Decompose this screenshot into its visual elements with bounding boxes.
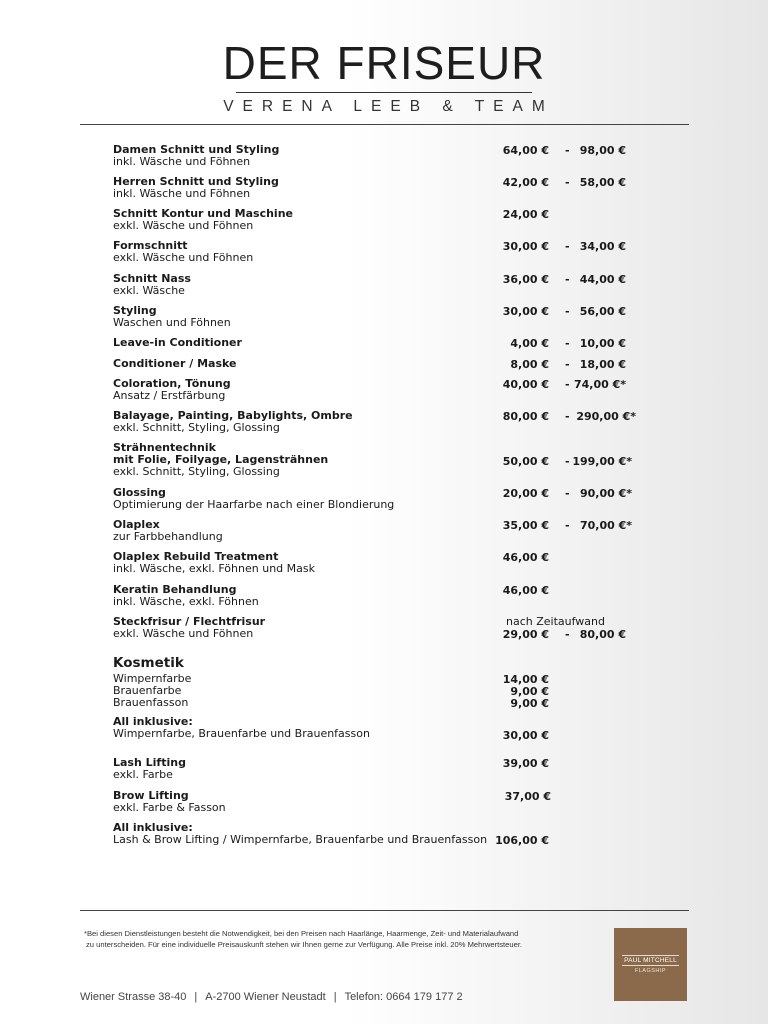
bottom-divider (80, 910, 689, 911)
service-name: Schnitt Kontur und Maschine (113, 207, 293, 220)
price-dash: - (565, 487, 570, 500)
price-from: 64,00 € (502, 144, 549, 157)
service-description: Ansatz / Erstfärbung (113, 389, 226, 402)
service-description: exkl. Schnitt, Styling, Glossing (113, 465, 280, 478)
price-dash: - (565, 519, 570, 532)
footer-address: Wiener Strasse 38-40 (80, 991, 187, 1003)
price-from: 40,00 € (502, 378, 549, 391)
logo-text-bottom: FLAGSHIP (634, 968, 667, 974)
footer-phone: Telefon: 0664 179 177 2 (344, 991, 463, 1003)
service-item (113, 208, 673, 232)
footer-separator: | (333, 991, 337, 1003)
service-name: Schnitt Nass (113, 272, 191, 285)
service-name: Styling (113, 304, 157, 317)
kosmetik-description: Wimpernfarbe, Brauenfarbe und Brauenfasson (113, 727, 370, 740)
price-to: 34,00 € (579, 240, 626, 253)
service-description: exkl. Schnitt, Styling, Glossing (113, 421, 280, 434)
service-item (113, 584, 673, 608)
price-from: 80,00 € (502, 410, 549, 423)
kosmetik-item (113, 822, 673, 846)
footer-separator: | (194, 991, 198, 1003)
logo-text-top: PAUL MITCHELL (624, 957, 677, 964)
price: 30,00 € (502, 729, 549, 742)
price-from: 36,00 € (502, 273, 549, 286)
price-to: 70,00 €* (579, 519, 632, 532)
service-name: Glossing (113, 486, 166, 499)
brand-subtitle: VERENA LEEB & TEAM (223, 98, 554, 115)
kosmetik-description: Wimpernfarbe (113, 672, 192, 685)
brand-divider (236, 92, 532, 93)
kosmetik-item (113, 716, 673, 740)
price-from: 50,00 € (502, 455, 549, 468)
price-from: 24,00 € (502, 208, 549, 221)
price-from: 29,00 € (502, 628, 549, 641)
price: 9,00 € (510, 697, 549, 710)
service-item (113, 551, 673, 575)
service-name: Steckfrisur / Flechtfrisur (113, 615, 266, 628)
kosmetik-item (113, 790, 673, 814)
price-from: 35,00 € (502, 519, 549, 532)
price-from: 4,00 € (510, 337, 549, 350)
price-to: 18,00 € (579, 358, 626, 371)
price-from: 30,00 € (502, 240, 549, 253)
kosmetik-description: Lash & Brow Lifting / Wimpernfarbe, Brauenfarbe und Brauenfasson (113, 833, 488, 846)
service-name: Leave-in Conditioner (113, 336, 242, 349)
service-description: exkl. Wäsche und Föhnen (113, 627, 254, 640)
kosmetik-item (113, 673, 673, 709)
price-from: 46,00 € (502, 584, 549, 597)
price: 106,00 € (495, 834, 549, 847)
kosmetik-item (113, 757, 673, 781)
price-dash: - (565, 240, 570, 253)
price: 39,00 € (502, 757, 549, 770)
kosmetik-name: Brow Lifting (113, 789, 189, 802)
price-dash: - (565, 273, 570, 286)
price: 37,00 € (504, 790, 551, 803)
price-to: 74,00 €* (573, 378, 626, 391)
price-to: 10,00 € (579, 337, 626, 350)
service-name-line2: mit Folie, Foilyage, Lagensträhnen (113, 453, 329, 466)
price-from: 20,00 € (502, 487, 549, 500)
service-description: inkl. Wäsche, exkl. Föhnen und Mask (113, 562, 315, 575)
footer-contact (80, 991, 463, 1003)
service-description: Optimierung der Haarfarbe nach einer Blondierung (113, 498, 395, 511)
kosmetik-description: Brauenfarbe (113, 684, 182, 697)
footnote (84, 928, 614, 950)
price-to: 80,00 € (579, 628, 626, 641)
price: 14,00 € (502, 673, 549, 686)
price-to: 290,00 €* (576, 410, 636, 423)
brand-header (0, 36, 768, 116)
kosmetik-name: Lash Lifting (113, 756, 186, 769)
service-description: exkl. Wäsche und Föhnen (113, 251, 254, 264)
price-dash: - (565, 358, 570, 371)
kosmetik-description: exkl. Farbe (113, 768, 173, 781)
service-description: exkl. Wäsche und Föhnen (113, 219, 254, 232)
brand-title: DER FRISEUR (222, 37, 546, 89)
price-dash: - (565, 144, 570, 157)
service-name: Herren Schnitt und Styling (113, 175, 279, 188)
price-dash: - (565, 628, 570, 641)
price-to: 98,00 € (579, 144, 626, 157)
service-name: Balayage, Painting, Babylights, Ombre (113, 409, 353, 422)
price-to: 56,00 € (579, 305, 626, 318)
service-name: Olaplex Rebuild Treatment (113, 550, 279, 563)
price-dash: - (565, 176, 570, 189)
price-from: 42,00 € (502, 176, 549, 189)
footer-city: A-2700 Wiener Neustadt (205, 991, 326, 1003)
footnote-line-1: *Bei diesen Dienstleistungen besteht die Notwendigkeit, bei den Preisen nach Haarlänge, Haarmenge, Zeit- und Materialaufwand (84, 929, 519, 938)
service-name: Olaplex (113, 518, 160, 531)
service-description: inkl. Wäsche, exkl. Föhnen (113, 595, 259, 608)
kosmetik-description: exkl. Farbe & Fasson (113, 801, 226, 814)
service-name: Damen Schnitt und Styling (113, 143, 280, 156)
footnote-line-2: zu unterscheiden. Für eine individuelle Preisauskunft stehen wir Ihnen gerne zur Verfügung. Alle Preise inkl. 20% Mehrwertsteuer. (86, 940, 523, 949)
price-dash: - (565, 455, 570, 468)
price-to: 58,00 € (579, 176, 626, 189)
price-dash: - (565, 305, 570, 318)
kosmetik-description: Brauenfasson (113, 696, 189, 709)
price-from: 8,00 € (510, 358, 549, 371)
paul-mitchell-flagship-logo (614, 928, 687, 1001)
price-from: 30,00 € (502, 305, 549, 318)
service-name: Formschnitt (113, 239, 188, 252)
kosmetik-name: All inklusive: (113, 821, 193, 834)
service-description: Waschen und Föhnen (113, 316, 231, 329)
price-from: 46,00 € (502, 551, 549, 564)
service-description: zur Farbbehandlung (113, 530, 223, 543)
top-divider (80, 124, 689, 125)
price-dash: - (565, 410, 570, 423)
price: 9,00 € (510, 685, 549, 698)
service-description: inkl. Wäsche und Föhnen (113, 155, 251, 168)
kosmetik-name: All inklusive: (113, 715, 193, 728)
price-to: 199,00 €* (572, 455, 632, 468)
service-name: Coloration, Tönung (113, 377, 231, 390)
price-dash: - (565, 337, 570, 350)
service-name: Keratin Behandlung (113, 583, 237, 596)
service-name: Conditioner / Maske (113, 357, 237, 370)
price-note: nach Zeitaufwand (506, 615, 605, 628)
price-dash: - (565, 378, 570, 391)
price-to: 90,00 €* (579, 487, 632, 500)
service-name: Strähnentechnik (113, 441, 216, 454)
price-to: 44,00 € (579, 273, 626, 286)
section-title-kosmetik: Kosmetik (113, 655, 184, 671)
service-description: inkl. Wäsche und Föhnen (113, 187, 251, 200)
service-description: exkl. Wäsche (113, 284, 185, 297)
